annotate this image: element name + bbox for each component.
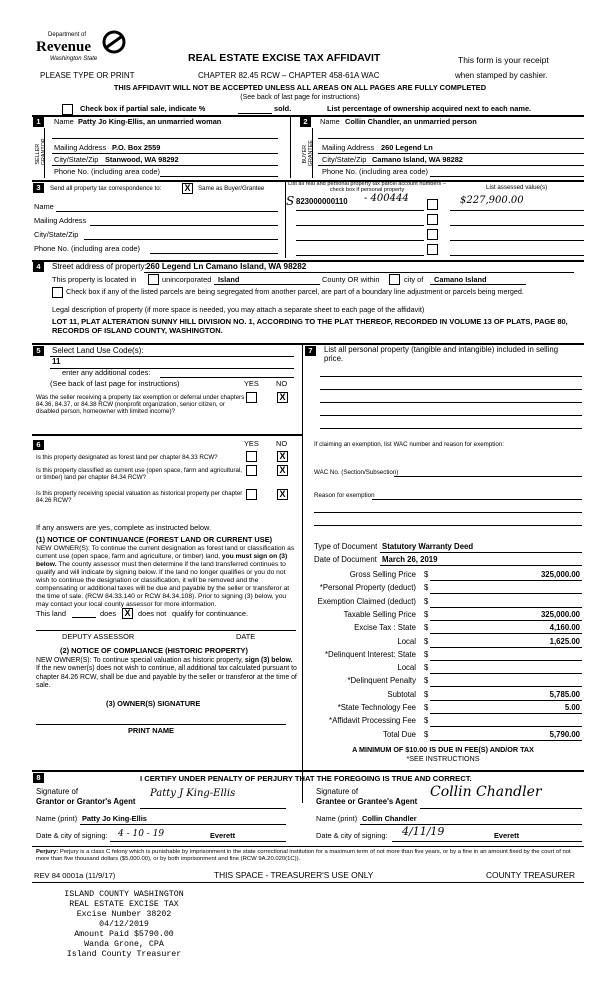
continuance-text-a: NEW OWNER(S): To continue the current designation as forest land or classification as current use (open space, farm and agriculture, or timber) land, xyxy=(36,545,295,561)
list-percentage: List percentage of ownership acquired next to each name. xyxy=(327,104,532,113)
compliance-text-a: NEW OWNER(S): To continue special valuation as historic property, xyxy=(36,657,243,664)
tax-row-dollar: $ xyxy=(424,609,429,619)
seller-city: Stanwood, WA 98292 xyxy=(105,155,179,164)
sec12-divider xyxy=(290,115,291,178)
parcel-prefix: S xyxy=(286,194,295,208)
sec6-yes: YES xyxy=(244,439,259,448)
grantor-sig-line[interactable] xyxy=(140,808,286,809)
grantee-sig-b: Grantee or Grantee's Agent xyxy=(316,797,418,806)
grantor-sig-a: Signature of xyxy=(36,787,79,796)
tax-row-dollar: $ xyxy=(424,649,429,659)
reason-label: Reason for exemption xyxy=(314,492,375,499)
seller-mailing: P.O. Box 2559 xyxy=(112,143,161,152)
parcel-pp-checkbox-3[interactable] xyxy=(427,229,438,240)
tax-row-line xyxy=(430,620,582,621)
assessed-line-2[interactable] xyxy=(450,225,584,226)
deputy-date: DATE xyxy=(236,632,256,641)
grantee-date-line xyxy=(392,841,582,842)
grantor-date-line xyxy=(110,841,286,842)
grantor-name-line xyxy=(80,824,286,825)
stamp-line-2: REAL ESTATE EXCISE TAX xyxy=(69,900,179,909)
additional-codes-line[interactable] xyxy=(50,368,294,369)
buyer-side-label: BUYER GRANTEE xyxy=(301,140,314,167)
tax-row-line xyxy=(430,593,582,594)
unincorporated-label: unincorporated xyxy=(162,275,212,284)
does-not-label: does not xyxy=(138,609,167,618)
perjury xyxy=(36,849,582,863)
county-or-within: County OR within xyxy=(322,275,380,284)
city-name: Camano Island xyxy=(434,275,487,284)
sec5-no: NO xyxy=(276,379,288,388)
parcel-pp-checkbox-2[interactable] xyxy=(427,214,438,225)
receipt-note-2: when stamped by cashier. xyxy=(455,71,548,80)
segregated-checkbox[interactable] xyxy=(52,287,63,298)
sec3-mailing-label: Mailing Address xyxy=(34,216,87,225)
sec2-num: 2 xyxy=(300,117,311,127)
grantee-city: Everett xyxy=(494,831,520,840)
street-label: Street address of property: xyxy=(52,262,147,271)
same-as-buyer-label: Same as Buyer/Grantee xyxy=(198,185,265,192)
tax-row-value[interactable]: 5,790.00 xyxy=(549,729,580,739)
sec2-name-label: Name xyxy=(320,117,340,126)
compliance-text-b: sign (3) below. xyxy=(244,657,293,664)
current-use-yes-checkbox[interactable] xyxy=(246,465,257,476)
tax-row-line xyxy=(430,726,582,727)
sec3-mailing-line[interactable] xyxy=(90,225,278,226)
receipt-note-1: This form is your receipt xyxy=(458,55,549,65)
tax-row-dollar: $ xyxy=(424,596,429,606)
exemption-question: Was the seller receiving a property tax exemption or deferral under chapters 84.36, 84.37, or 84.38 RCW (nonprofit organization, senior citizen, or disabled person, homeowner with limited income)? xyxy=(36,394,245,416)
pp-line-2[interactable] xyxy=(320,389,582,390)
tax-row-dollar: $ xyxy=(424,570,429,579)
warning: THIS AFFIDAVIT WILL NOT BE ACCEPTED UNLESS ALL AREAS ON ALL PAGES ARE FULLY COMPLETED xyxy=(113,83,487,92)
sec3-phone-label: Phone No. (including area code) xyxy=(34,244,140,253)
grantee-sig-a: Signature of xyxy=(316,787,359,796)
tax-row-label: Subtotal xyxy=(387,689,416,699)
dor-state: Washington State xyxy=(50,56,98,62)
legal-label: Legal description of property (if more space is needed, you may attach a separate sheet to each page of the affidavit) xyxy=(52,305,425,314)
wac-no-label: WAC No. (Section/Subsection) xyxy=(314,469,399,476)
tax-row-line xyxy=(430,633,582,634)
qualify-label: qualify for continuance. xyxy=(172,609,249,618)
forest-question: Is this property designated as forest land per chapter 84.33 RCW? xyxy=(36,454,218,461)
county-name: Island xyxy=(218,275,240,284)
parcel-hand: - 400444 xyxy=(364,193,409,204)
grantee-signature: Collin Chandler xyxy=(430,784,542,800)
perjury-rule xyxy=(32,846,584,847)
tax-row-line xyxy=(430,673,582,674)
seller-name: Patty Jo King-Ellis, an unmarried woman xyxy=(78,117,222,126)
tax-row-value[interactable]: 5,785.00 xyxy=(549,689,580,699)
sec6-no: NO xyxy=(276,439,288,448)
tax-row-label: *State Technology Fee xyxy=(337,703,416,712)
tax-row-label: Gross Selling Price xyxy=(349,570,416,579)
doc-type: Statutory Warranty Deed xyxy=(382,542,474,551)
sec1-name-label: Name xyxy=(54,117,74,126)
sec2-city-label: City/State/Zip xyxy=(322,155,367,164)
tax-row-dollar: $ xyxy=(424,663,429,673)
tax-row-value[interactable]: 1,625.00 xyxy=(549,636,580,646)
continuance-text-b: you must sign on (3) below. xyxy=(36,553,288,569)
this-land-label: This land xyxy=(36,609,66,618)
grantee-date: 4/11/19 xyxy=(402,825,445,838)
street-line xyxy=(144,272,574,273)
grantor-sig-b: Grantor or Grantor's Agent xyxy=(36,797,136,806)
land-use-code: 11 xyxy=(52,357,61,366)
buyer-city: Camano Island, WA 98282 xyxy=(372,155,463,164)
stamp-line-6: Wanda Grone, CPA xyxy=(84,940,164,949)
tax-row-dollar: $ xyxy=(424,689,429,699)
sec1-num: 1 xyxy=(33,117,44,127)
tax-row-dollar: $ xyxy=(424,583,429,593)
dor-dept: Department of xyxy=(48,32,87,38)
continuance-text xyxy=(36,545,298,609)
pp-line-5[interactable] xyxy=(320,428,582,429)
footer-rule xyxy=(32,882,584,883)
grantor-date-city-label: Date & city of signing: xyxy=(36,831,108,840)
sec3-num: 3 xyxy=(33,183,44,193)
rev-number: REV 84 0001a (11/9/17) xyxy=(34,871,116,880)
see-back: (See back of last page for instructions) xyxy=(240,94,360,101)
sec8-num: 8 xyxy=(33,773,44,783)
tax-row-label: *Affidavit Processing Fee xyxy=(329,716,416,726)
tax-row-line xyxy=(430,713,582,714)
partial-sale-checkbox[interactable] xyxy=(62,104,73,115)
stamp-line-3: Excise Number 38202 xyxy=(76,910,172,919)
tax-row-label: Local xyxy=(397,636,416,646)
additional-codes-line2[interactable] xyxy=(160,377,294,378)
sec3-name-label: Name xyxy=(34,202,54,211)
grantor-date: 4 - 10 - 19 xyxy=(118,829,165,839)
forest-yes-checkbox[interactable] xyxy=(246,451,257,462)
dor-revenue: Revenue xyxy=(36,39,91,55)
chapters: CHAPTER 82.45 RCW – CHAPTER 458-61A WAC xyxy=(198,71,380,80)
sec2-line-a xyxy=(318,138,584,139)
stamp-line-5: Amount Paid $5790.00 xyxy=(74,930,174,939)
parcel-line-4[interactable] xyxy=(296,255,424,256)
doc-date: March 26, 2019 xyxy=(382,555,438,564)
sec1-line-a xyxy=(52,138,278,139)
treasurer-stamp xyxy=(24,890,224,960)
pp-line-3[interactable] xyxy=(320,402,582,403)
deputy-assessor: DEPUTY ASSESSOR xyxy=(62,632,135,641)
form-title: REAL ESTATE EXCISE TAX AFFIDAVIT xyxy=(188,52,381,64)
county-treasurer: COUNTY TREASURER xyxy=(486,870,576,880)
reason-line-3[interactable] xyxy=(314,525,582,526)
sec3-city-line[interactable] xyxy=(84,239,278,240)
sec1-city-label: City/State/Zip xyxy=(54,155,99,164)
pp-line-1[interactable] xyxy=(320,376,582,377)
owner-signature: (3) OWNER(S) SIGNATURE xyxy=(106,699,201,708)
sec1-line-c xyxy=(52,165,278,166)
buyer-name: Collin Chandler, an unmarried person xyxy=(345,117,477,126)
additional-codes-label: enter any additional codes: xyxy=(62,368,151,377)
assessed-line-4[interactable] xyxy=(450,255,584,256)
tax-row-line xyxy=(430,647,582,648)
current-use-question: Is this property classified as current use (open space, farm and agricultural, or timber) land per chapter 84.34 RCW? xyxy=(36,467,243,482)
doc-date-line xyxy=(380,565,582,566)
tax-row-dollar: $ xyxy=(424,676,429,686)
current-use-no-checkbox[interactable]: X xyxy=(277,465,288,476)
historic-question: Is this property receiving special valuation as historical property per chapter 84.26 RCW? xyxy=(36,490,243,505)
sec7-num: 7 xyxy=(305,346,316,356)
grantor-print-name: Patty Jo King-Ellis xyxy=(82,814,147,823)
tax-row-dollar: $ xyxy=(424,716,429,726)
assessed-line-3[interactable] xyxy=(450,240,584,241)
dor-logo xyxy=(36,30,136,68)
tax-row-dollar: $ xyxy=(424,729,429,739)
sec2-line-c xyxy=(318,165,584,166)
property-street: 260 Legend Ln Camano Island, WA 98282 xyxy=(146,262,307,271)
compliance-text-c: If the new owner(s) does not wish to continue, all additional tax calculated pursuant to chapter 84.26 RCW, shall be due and payable by the seller or transferor at the time of sale. xyxy=(36,665,297,689)
historic-no-checkbox[interactable]: X xyxy=(277,489,288,500)
segregated-label: Check box if any of the listed parcels are being segregated from another parcel, are part of a boundary line adjustment or parcels being merged. xyxy=(66,287,524,296)
grantor-name-label: Name (print) xyxy=(36,814,78,823)
tax-row-label: Local xyxy=(397,663,416,673)
sec2-phone-label: Phone No. (including area code) xyxy=(322,167,428,176)
sec2-mailing-label: Mailing Address xyxy=(322,143,375,152)
if-any-yes: If any answers are yes, complete as instructed below. xyxy=(36,523,211,532)
sec1-phone-label: Phone No. (including area code) xyxy=(54,167,160,176)
does-not-checkbox[interactable]: X xyxy=(122,608,133,619)
dor-logo-mark-icon xyxy=(102,30,126,54)
seller-side-label: SELLER GRANTOR xyxy=(34,138,47,166)
stamp-line-4: 04/12/2019 xyxy=(99,920,149,929)
tax-row-line xyxy=(430,660,582,661)
sec6-num: 6 xyxy=(33,440,44,450)
sec1-line-b xyxy=(52,153,278,154)
forest-no-checkbox[interactable]: X xyxy=(277,451,288,462)
parcel-line-1[interactable] xyxy=(296,210,424,211)
print-note: PLEASE TYPE OR PRINT xyxy=(40,71,135,80)
reason-line-2[interactable] xyxy=(314,512,582,513)
tax-row-dollar: $ xyxy=(424,623,429,633)
doc-date-label: Date of Document xyxy=(314,555,377,564)
grantee-date-city-label: Date & city of signing: xyxy=(316,831,388,840)
sec5-yes: YES xyxy=(244,379,259,388)
tax-row-label: *Delinquent Penalty xyxy=(347,676,416,686)
tax-row-label: Total Due xyxy=(383,729,416,739)
land-use-label: Select Land Use Code(s): xyxy=(52,346,144,355)
partial-pct-line[interactable] xyxy=(238,113,272,114)
located-label: This property is located in xyxy=(52,275,137,284)
owner-sig-line[interactable] xyxy=(36,724,286,725)
city-checkbox[interactable] xyxy=(389,274,400,285)
compliance-title: (2) NOTICE OF COMPLIANCE (HISTORIC PROPERTY) xyxy=(60,646,248,655)
this-land-does-line[interactable] xyxy=(72,617,96,618)
tax-row-line xyxy=(430,607,582,608)
continuance-text-c: The county assessor must then determine if the land transferred continues to qualify and will indicate by signing below. If the land no longer qualifies or you do not wish to continue the designation or classification, it will be removed and the compensating or additional taxes will be due and payable by the seller or transferor at the time of sale. (RCW 84.33.140 or RCW 84.34.108). Prior to signing (3) below, you may contact your local county assessor for more information. xyxy=(36,561,290,609)
tax-row-value[interactable]: 325,000.00 xyxy=(540,570,580,579)
certify: I CERTIFY UNDER PENALTY OF PERJURY THAT THE FOREGOING IS TRUE AND CORRECT. xyxy=(140,774,472,783)
tax-row-label: Exemption Claimed (deduct) xyxy=(317,596,416,606)
exempt-no-checkbox[interactable]: X xyxy=(277,392,288,403)
tax-row-dollar: $ xyxy=(424,703,429,712)
tax-row-value[interactable]: 5.00 xyxy=(564,703,580,712)
send-correspondence-label: Send all property tax correspondence to: xyxy=(50,185,162,192)
tax-row-line xyxy=(430,580,582,581)
perjury-label: Perjury: xyxy=(36,849,59,855)
parcel-number: 823000000110 xyxy=(296,197,348,206)
grantor-signature: Patty J King-Ellis xyxy=(150,788,236,799)
parcel-header: List all real and personal property tax parcel account numbers – check box if personal property xyxy=(288,181,446,193)
partial-sale-label: Check box if partial sale, indicate % xyxy=(80,104,206,113)
unincorporated-checkbox[interactable] xyxy=(148,274,159,285)
exempt-yes-checkbox[interactable] xyxy=(246,392,257,403)
doc-type-line xyxy=(380,552,582,553)
stamp-line-1: ISLAND COUNTY WASHINGTON xyxy=(64,890,184,899)
parcel-line-2[interactable] xyxy=(296,225,424,226)
grantee-name-label: Name (print) xyxy=(316,814,358,823)
legal-description: LOT 11, PLAT ALTERATION SUNNY HILL DIVISION NO. 1, ACCORDING TO THE PLAT THEREOF, RECORDED IN VOLUME 13 OF PLATS, PAGE 80, RECORDS OF ISLAND COUNTY, WASHINGTON. xyxy=(52,317,568,335)
wac-no-line[interactable] xyxy=(394,476,582,477)
tax-row-line xyxy=(430,700,582,701)
sec8-top-rule xyxy=(32,770,584,772)
seller-phone-line[interactable] xyxy=(160,176,278,177)
land-use-line xyxy=(50,356,294,357)
exemption-wac-label: If claiming an exemption, list WAC number and reason for exemption: xyxy=(314,441,504,448)
sec5-num: 5 xyxy=(33,346,44,356)
sec3-city-label: City/State/Zip xyxy=(34,230,79,239)
grantor-city: Everett xyxy=(210,831,236,840)
grantee-name-line xyxy=(360,824,582,825)
compliance-text xyxy=(36,657,298,690)
buyer-mailing: 260 Legend Ln xyxy=(381,143,433,152)
assessed-line-1[interactable] xyxy=(450,210,584,211)
treasurer-space: THIS SPACE - TREASURER'S USE ONLY xyxy=(214,870,374,880)
tax-row-label: *Personal Property (deduct) xyxy=(319,583,416,593)
assessed-header: List assessed value(s) xyxy=(486,184,548,191)
grantee-sig-line[interactable] xyxy=(420,808,582,809)
tax-row-line xyxy=(430,686,582,687)
sec1-mailing-label: Mailing Address xyxy=(54,143,107,152)
buyer-phone-line[interactable] xyxy=(430,176,584,177)
sec2-line-b xyxy=(318,153,584,154)
assessed-value: $227,900.00 xyxy=(460,195,524,206)
tax-row-value[interactable]: 4,160.00 xyxy=(549,623,580,633)
city-of-label: city of xyxy=(404,275,424,284)
parcel-line-3[interactable] xyxy=(296,240,424,241)
sec5-see-back: (See back of last page for instructions) xyxy=(50,379,180,388)
reason-line-1[interactable] xyxy=(372,499,582,500)
sec4-num: 4 xyxy=(33,262,44,272)
tax-row-label: *Delinquent Interest: State xyxy=(324,649,416,659)
tax-row-dollar: $ xyxy=(424,636,429,646)
pp-line-4[interactable] xyxy=(320,415,582,416)
tax-row-label: Excise Tax : State xyxy=(354,623,416,633)
city-line xyxy=(430,284,526,285)
parcel-pp-checkbox-1[interactable] xyxy=(427,199,438,210)
perjury-text: Perjury is a class C felony which is punishable by imprisonment in the state correctional institution for a maximum term of not more than five years, or by a fine in an amount fixed by the court of not more than five thousand dollars ($5,000.00), or by both imprisonment and fine (RCW 9A.20.020(1C)). xyxy=(36,849,571,863)
sec3-phone-line[interactable] xyxy=(150,253,278,254)
minimum-due: A MINIMUM OF $10.00 IS DUE IN FEE(S) AND/OR TAX xyxy=(352,745,534,754)
same-as-buyer-checkbox[interactable]: X xyxy=(182,183,193,194)
does-label: does xyxy=(100,609,117,618)
grantee-print-name: Collin Chandler xyxy=(362,814,417,823)
tax-row-value[interactable]: 325,000.00 xyxy=(540,609,580,619)
personal-property-label: List all personal property (tangible and intangible) included in selling price. xyxy=(324,345,559,363)
sold-label: sold. xyxy=(274,104,292,113)
stamp-line-7: Island County Treasurer xyxy=(66,950,182,959)
continuance-title: (1) NOTICE OF CONTINUANCE (FOREST LAND OR CURRENT USE) xyxy=(36,535,273,544)
county-line xyxy=(214,284,320,285)
see-instructions: *SEE INSTRUCTIONS xyxy=(406,754,480,763)
sec6-top-rule xyxy=(32,434,302,436)
deputy-line[interactable] xyxy=(36,630,296,631)
historic-yes-checkbox[interactable] xyxy=(246,489,257,500)
tax-row-line xyxy=(430,740,582,741)
print-name-label: PRINT NAME xyxy=(128,726,174,735)
doc-type-label: Type of Document xyxy=(314,542,378,551)
sec3-name-line[interactable] xyxy=(56,211,278,212)
parcel-pp-checkbox-4[interactable] xyxy=(427,244,438,255)
tax-row-label: Taxable Selling Price xyxy=(343,609,416,619)
